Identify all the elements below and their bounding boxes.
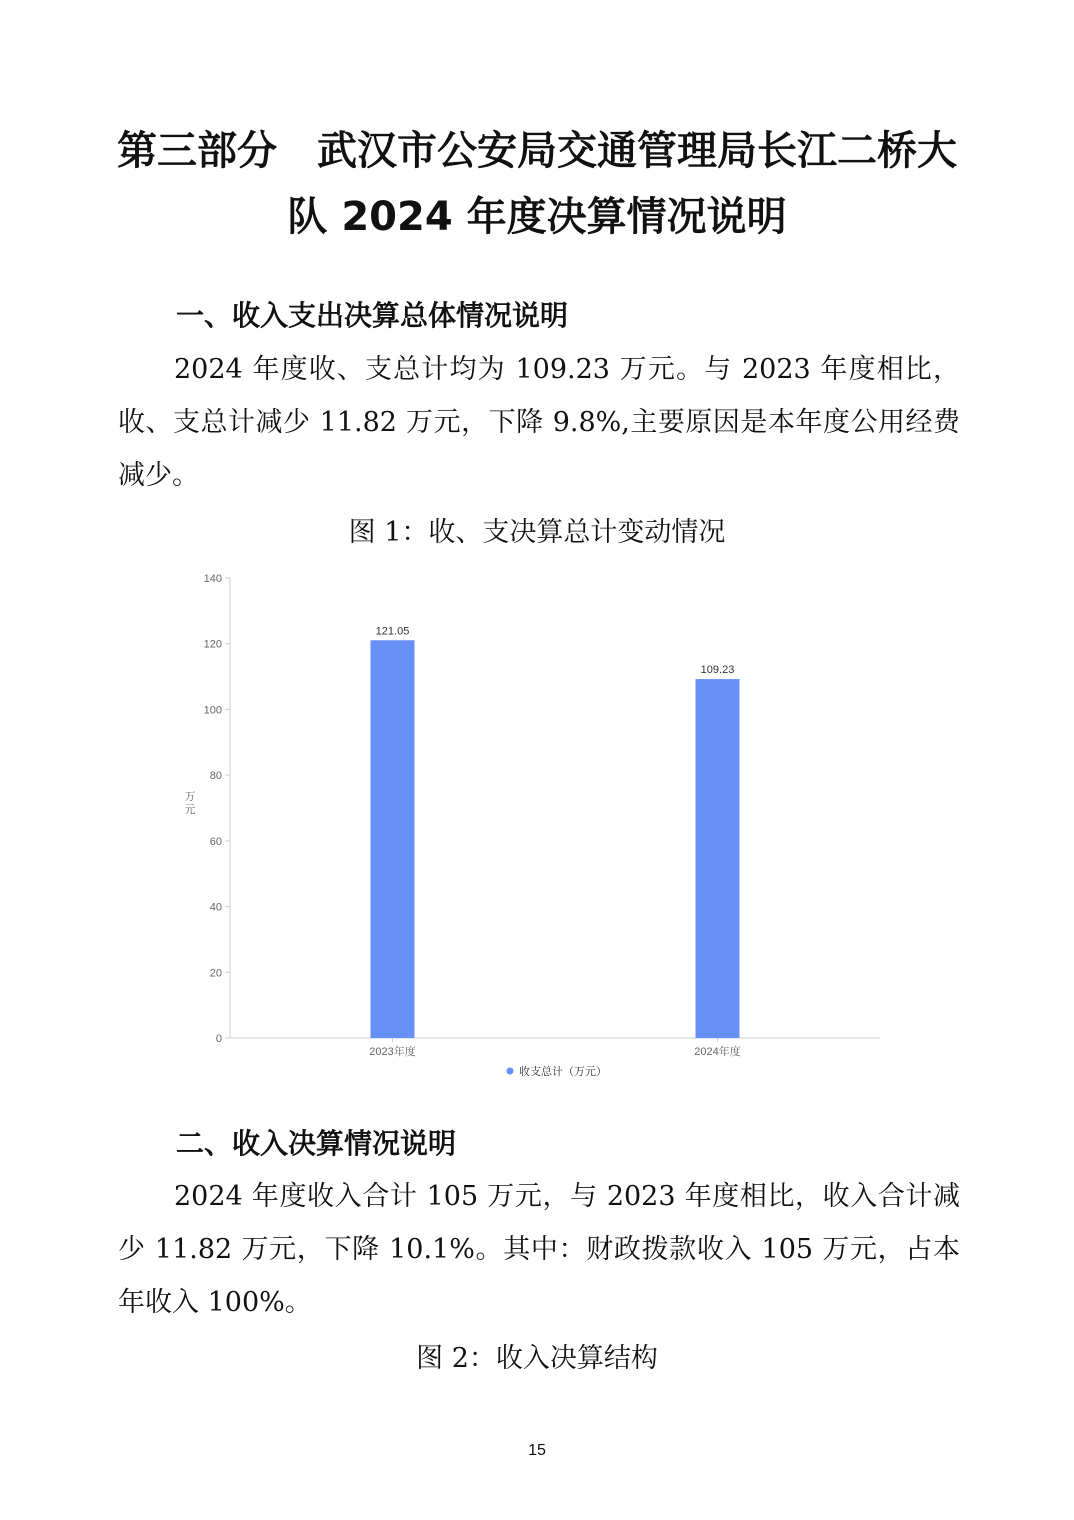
section1-paragraph: 2024 年度收、支总计均为 109.23 万元。与 2023 年度相比，收、支总计减少 11.82 万元，下降 9.8%,主要原因是本年度公用经费减少。 [118,354,960,491]
page-title-line-1: 第三部分 武汉市公安局交通管理局长江二桥大 [117,128,957,174]
legend-marker [507,1068,514,1075]
y-axis-label: 万元 [184,791,196,816]
bar-value-label: 121.05 [375,625,410,638]
y-tick-label: 40 [209,901,222,914]
legend-label: 收支总计（万元） [519,1066,607,1078]
figure1-caption: 图 1：收、支决算总计变动情况 [348,517,726,548]
x-tick-label: 2023年度 [369,1046,416,1058]
page-title [110,118,964,250]
section2-paragraph: 2024 年度收入合计 105 万元，与 2023 年度相比，收入合计减少 11.82 万元，下降 10.1%。其中：财政拨款收入 105 万元，占本年收入 100%。 [118,1181,960,1318]
y-tick-label: 120 [203,638,222,651]
bar-2024年度 [696,679,740,1038]
bar-value-label: 109.23 [700,664,735,677]
y-tick-label: 80 [209,770,222,783]
y-tick-label: 60 [209,835,222,848]
y-tick-label: 20 [209,967,222,980]
x-tick-label: 2024年度 [694,1046,741,1058]
y-tick-label: 140 [203,573,222,585]
page-number: 15 [528,1442,546,1459]
figure2-caption: 图 2：收入决算结构 [416,1343,658,1374]
page-title-line-2: 队 2024 年度决算情况说明 [287,194,787,240]
income-expense-bar-chart [170,562,910,1092]
bar-2023年度 [371,640,415,1038]
section2-heading: 二、收入决算情况说明 [176,1127,457,1160]
y-tick-label: 100 [203,704,222,717]
section1-heading: 一、收入支出决算总体情况说明 [176,299,569,332]
y-tick-label: 0 [215,1033,222,1045]
